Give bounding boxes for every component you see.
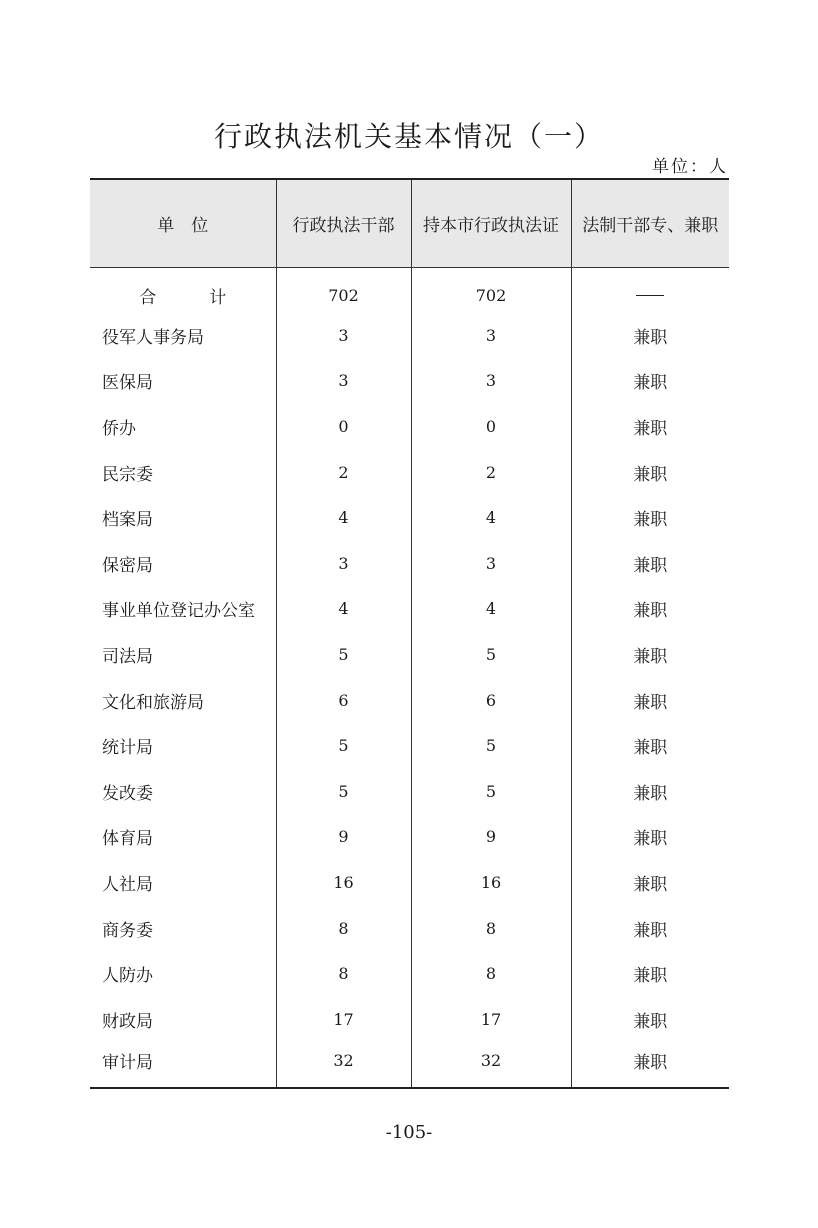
row-unit-name: 档案局: [102, 510, 153, 531]
row-officers: 6: [276, 677, 411, 723]
row-unit-name: 人防办: [102, 966, 153, 987]
total-label: 合 计: [139, 287, 245, 308]
row-certified: 17: [411, 997, 571, 1043]
row-certified: 4: [411, 495, 571, 541]
row-legal-role: 兼职: [571, 586, 729, 632]
row-unit-name: 事业单位登记办公室: [102, 601, 255, 622]
table-row: [90, 997, 729, 1043]
row-unit-name: 财政局: [102, 1011, 153, 1032]
row-legal-role: 兼职: [571, 677, 729, 723]
row-officers: 8: [276, 951, 411, 997]
row-legal-role: 兼职: [571, 769, 729, 815]
row-unit-name: 体育局: [102, 829, 153, 850]
total-legal-role: [571, 267, 729, 313]
row-certified: 3: [411, 541, 571, 587]
table-row: [90, 586, 729, 632]
row-officers: 4: [276, 586, 411, 632]
row-legal-role: 兼职: [571, 541, 729, 587]
row-unit-name: 文化和旅游局: [102, 692, 204, 713]
row-legal-role: 兼职: [571, 449, 729, 495]
data-table: [90, 178, 729, 1089]
table-row: [90, 951, 729, 997]
row-legal-role: 兼职: [571, 860, 729, 906]
table-row: [90, 632, 729, 678]
page-title: 行政执法机关基本情况（一）: [213, 120, 604, 153]
header-row: [90, 179, 729, 267]
row-certified: 5: [411, 632, 571, 678]
row-certified: 16: [411, 860, 571, 906]
row-certified: 2: [411, 449, 571, 495]
row-certified: 9: [411, 814, 571, 860]
row-certified: 8: [411, 905, 571, 951]
row-certified: 4: [411, 586, 571, 632]
table-row: [90, 723, 729, 769]
row-certified: 0: [411, 404, 571, 450]
total-certified: 702: [411, 267, 571, 313]
row-unit-name: 审计局: [90, 1042, 276, 1088]
table-row: [90, 313, 729, 359]
table-row: [90, 404, 729, 450]
table-row: [90, 814, 729, 860]
table-row: [90, 358, 729, 404]
row-officers: 32: [276, 1042, 411, 1088]
page-number: -105-: [385, 1122, 433, 1143]
table-row: [90, 541, 729, 587]
header-legal-role: 法制干部专、兼职: [571, 179, 729, 267]
table-row: [90, 769, 729, 815]
table-row: [90, 1042, 729, 1088]
row-officers: 4: [276, 495, 411, 541]
row-officers: 5: [276, 769, 411, 815]
row-officers: 3: [276, 541, 411, 587]
row-unit-name: 发改委: [102, 783, 153, 804]
table-row: [90, 677, 729, 723]
table-row: [90, 905, 729, 951]
row-certified: 6: [411, 677, 571, 723]
row-legal-role: 兼职: [571, 814, 729, 860]
row-officers: 0: [276, 404, 411, 450]
row-officers: 3: [276, 358, 411, 404]
total-row: [90, 267, 729, 313]
row-legal-role: 兼职: [571, 313, 729, 359]
row-legal-role: 兼职: [571, 997, 729, 1043]
row-legal-role: 兼职: [571, 1042, 729, 1088]
row-unit-name: 医保局: [102, 373, 153, 394]
header-unit: 单 位: [90, 179, 276, 267]
table-row: [90, 860, 729, 906]
row-unit-name: 司法局: [102, 647, 153, 668]
table-header: [90, 179, 729, 267]
row-legal-role: 兼职: [571, 404, 729, 450]
row-officers: 2: [276, 449, 411, 495]
row-officers: 8: [276, 905, 411, 951]
table-row: [90, 495, 729, 541]
row-legal-role: 兼职: [571, 951, 729, 997]
row-certified: 8: [411, 951, 571, 997]
table-row: [90, 449, 729, 495]
row-legal-role: 兼职: [571, 632, 729, 678]
row-unit-name: 役军人事务局: [102, 327, 204, 348]
row-legal-role: 兼职: [571, 905, 729, 951]
row-unit-name: 侨办: [102, 419, 136, 440]
row-unit-name: 人社局: [102, 875, 153, 896]
row-officers: 9: [276, 814, 411, 860]
dash-mark: [636, 295, 664, 296]
unit-label: 单位：人: [652, 157, 728, 177]
row-unit-name: 民宗委: [102, 464, 153, 485]
row-legal-role: 兼职: [571, 723, 729, 769]
row-officers: 16: [276, 860, 411, 906]
total-officers: 702: [276, 267, 411, 313]
row-certified: 3: [411, 313, 571, 359]
row-unit-name: 商务委: [102, 920, 153, 941]
row-unit-name: 保密局: [102, 555, 153, 576]
row-officers: 17: [276, 997, 411, 1043]
row-certified: 5: [411, 769, 571, 815]
row-certified: 5: [411, 723, 571, 769]
header-certified: 持本市行政执法证: [411, 179, 571, 267]
table-body: [90, 267, 729, 1088]
row-officers: 3: [276, 313, 411, 359]
row-officers: 5: [276, 723, 411, 769]
row-certified: 3: [411, 358, 571, 404]
row-legal-role: 兼职: [571, 495, 729, 541]
row-certified: 32: [411, 1042, 571, 1088]
row-legal-role: 兼职: [571, 358, 729, 404]
row-officers: 5: [276, 632, 411, 678]
row-unit-name: 统计局: [102, 738, 153, 759]
header-officers: 行政执法干部: [276, 179, 411, 267]
